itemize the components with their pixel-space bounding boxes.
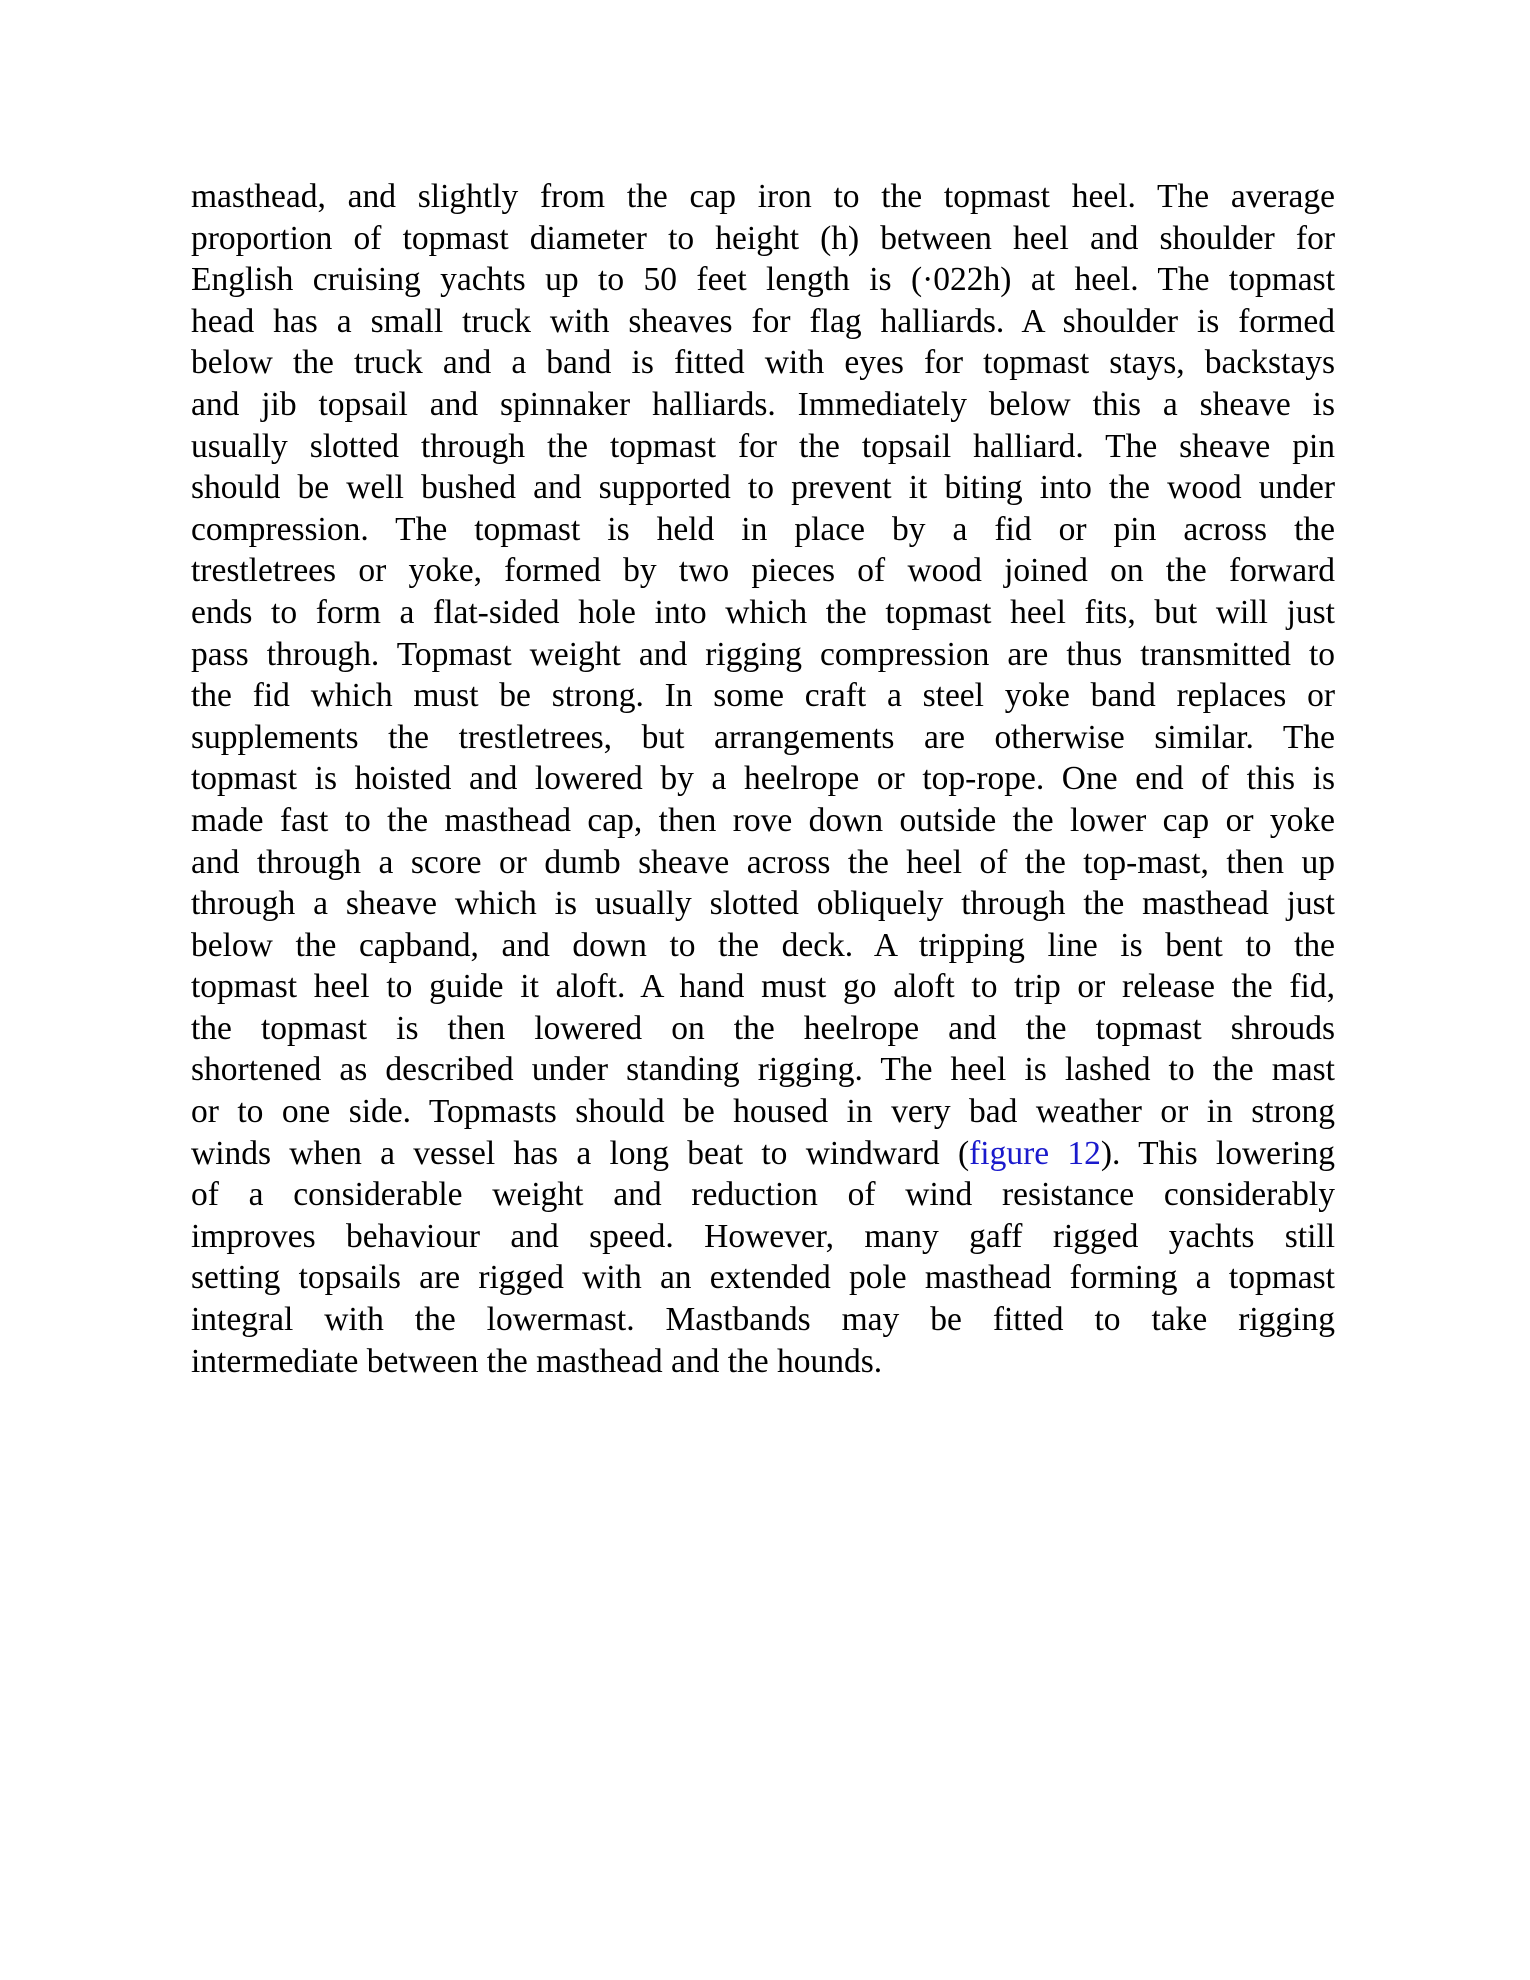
- text-line: ends to form a flat-sided hole into which the topmast heel fits, but will just: [191, 593, 1335, 631]
- text-line-with-link: [191, 1133, 1335, 1175]
- text-line: below the truck and a band is fitted with eyes for topmast stays, backstays: [191, 344, 1335, 382]
- text-line: English cruising yachts up to 50 feet length is (·022h) at heel. The topmast: [191, 261, 1335, 299]
- text-line: compression. The topmast is held in place by a fid or pin across the: [191, 510, 1335, 548]
- text-line: shortened as described under standing rigging. The heel is lashed to the mast: [191, 1051, 1335, 1089]
- text-line-last: intermediate between the masthead and the hounds.: [191, 1342, 883, 1380]
- text-line: or to one side. Topmasts should be housed in very bad weather or in strong: [191, 1093, 1335, 1131]
- text-line: head has a small truck with sheaves for flag halliards. A shoulder is formed: [191, 302, 1335, 340]
- body-paragraph: [191, 176, 1335, 1382]
- text-line: trestletrees or yoke, formed by two pieces of wood joined on the forward: [191, 552, 1335, 590]
- text-line: the fid which must be strong. In some craft a steel yoke band replaces or: [191, 677, 1335, 715]
- text-line: topmast heel to guide it aloft. A hand must go aloft to trip or release the fid,: [191, 968, 1335, 1006]
- text-line: and jib topsail and spinnaker halliards. Immediately below this a sheave is: [191, 385, 1335, 423]
- link-line-after: ). This lowering: [1100, 1134, 1335, 1172]
- text-line: proportion of topmast diameter to height (h) between heel and shoulder for: [191, 219, 1335, 257]
- link-line-before: winds when a vessel has a long beat to windward (: [191, 1134, 970, 1172]
- text-line: of a considerable weight and reduction of wind resistance considerably: [191, 1176, 1335, 1214]
- text-line: masthead, and slightly from the cap iron to the topmast heel. The average: [191, 178, 1335, 215]
- text-line: should be well bushed and supported to prevent it biting into the wood under: [191, 469, 1335, 507]
- text-line: supplements the trestletrees, but arrangements are otherwise similar. The: [191, 718, 1335, 756]
- text-line: integral with the lowermast. Mastbands may be fitted to take rigging: [191, 1301, 1335, 1339]
- figure-12-link[interactable]: figure 12: [969, 1134, 1101, 1172]
- text-line: and through a score or dumb sheave across the heel of the top-mast, then up: [191, 843, 1335, 881]
- text-line: improves behaviour and speed. However, many gaff rigged yachts still: [191, 1217, 1335, 1255]
- text-line: the topmast is then lowered on the heelrope and the topmast shrouds: [191, 1009, 1335, 1047]
- text-line: through a sheave which is usually slotted obliquely through the masthead just: [191, 885, 1335, 923]
- text-line: usually slotted through the topmast for the topsail halliard. The sheave pin: [191, 427, 1335, 465]
- text-line: setting topsails are rigged with an extended pole masthead forming a topmast: [191, 1259, 1335, 1297]
- text-line: pass through. Topmast weight and rigging compression are thus transmitted to: [191, 635, 1335, 673]
- text-line: made fast to the masthead cap, then rove down outside the lower cap or yoke: [191, 801, 1335, 839]
- text-line: below the capband, and down to the deck. A tripping line is bent to the: [191, 926, 1335, 964]
- text-line: topmast is hoisted and lowered by a heelrope or top-rope. One end of this is: [191, 760, 1335, 798]
